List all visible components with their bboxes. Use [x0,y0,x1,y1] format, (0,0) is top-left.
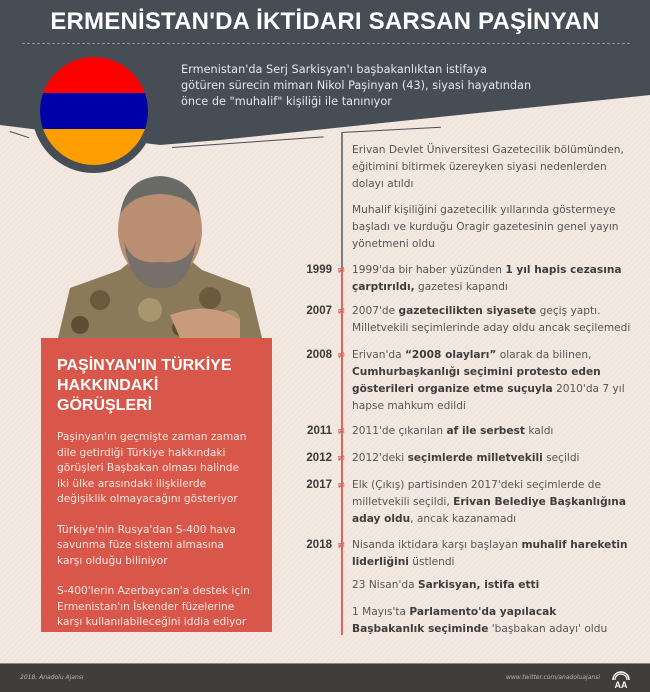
timeline-entry [352,450,632,467]
title-line: HAKKINDAKİ GÖRÜŞLERİ [57,377,159,414]
footer [0,663,650,692]
timeline-text: 23 Nisan'da [352,579,418,591]
portrait-photo [40,170,270,338]
turkey-views-box [41,338,272,632]
timeline-corner-line [341,127,441,133]
title-divider [22,43,630,44]
timeline-year: 2018 [306,539,332,551]
timeline-highlight: muhalif hareketin liderliğini [352,539,628,568]
page-title: ERMENİSTAN'DA İKTİDARI SARSAN PAŞİNYAN [50,8,600,35]
turkey-views-paragraph: Paşinyan'ın geçmişte zaman zaman dile getirdiği Türkiye hakkındaki görüşleri Başbakan olması halinde iki ülke arasındaki ilişkilerde değişiklik olmayacağını gösteriyor [57,431,247,505]
intro-text [181,62,541,110]
timeline-break-mark-icon: ≠ [337,453,346,464]
timeline-entry [352,262,632,296]
timeline-break-mark-icon: ≠ [337,306,346,317]
timeline-line [341,132,343,270]
timeline-year: 2007 [306,305,332,317]
intro-line: önce de "muhalif" kişiliği ile tanınıyor [181,95,392,108]
timeline-year: 1999 [306,264,332,276]
timeline-text: 1999'da bir haber yüzünden [352,264,506,276]
timeline-text: 2011'de çıkarılan [352,425,447,437]
timeline-year: 2012 [306,452,332,464]
aa-logo-icon [610,668,632,690]
timeline-text: üstlendi [408,556,455,568]
copyright: 2018, Anadolu Ajansı [20,674,84,681]
timeline-highlight: 1 yıl hapis cezasına çarptırıldı, [352,264,622,293]
timeline-entry [352,604,632,638]
timeline-break-mark-icon: ≠ [337,540,346,551]
turkey-views-paragraph: Türkiye'nin Rusya'dan S-400 hava savunma füze sistemi almasına karşı olduğu biliniyor [57,523,236,567]
timeline-text: gazetesi kapandı [414,281,508,293]
twitter-link[interactable]: www.twitter.com/anadoluajansi [506,674,600,681]
timeline-entry [352,347,632,415]
timeline-text: 2010'da 7 yıl hapse mahkum edildi [352,383,625,412]
timeline-text: 2012'deki [352,452,408,464]
timeline-highlight: Cumhurbaşkanlığı seçimini protesto eden gösterileri organize etme suçuyla [352,366,601,395]
timeline-entry [352,303,632,337]
timeline-break-mark-icon: ≠ [337,350,346,361]
timeline-entry [352,142,632,193]
decorative-line [10,131,29,138]
timeline-highlight: Parlamento'da yapılacak Başbakanlık seçiminde [352,606,557,635]
timeline-year: 2008 [306,349,332,361]
timeline-text: olarak da bilinen, [496,349,592,361]
timeline-highlight: “2008 olayları” [404,349,497,361]
timeline-text: Erivan Devlet Üniversitesi Gazetecilik bölümünden, eğitimini bitirmek üzereyken siyasi nedenlerden dolayı atıldı [352,144,624,190]
timeline-entry [352,477,632,528]
timeline-break-mark-icon: ≠ [337,265,346,276]
timeline-text: Erivan'da [352,349,405,361]
svg-text:AA: AA [614,680,628,690]
timeline-highlight: Erivan Belediye Başkanlığına aday oldu [352,496,626,525]
turkey-views-title [57,356,247,416]
timeline-year: 2017 [306,479,332,491]
timeline-text: 2007'de [352,305,399,317]
timeline-entry [352,537,632,571]
title-line: PAŞİNYAN'IN TÜRKİYE [57,357,232,374]
timeline-text: Elk (Çıkış) partisinden 2017'deki seçimlerde de milletvekili seçildi, [352,479,602,508]
timeline-entry [352,577,632,594]
timeline-year: 2011 [307,425,332,437]
armenia-flag-icon [40,57,148,165]
turkey-views-paragraph: S-400'lerin Azerbaycan'a destek için Ermenistan'ın İskender füzelerine karşı kullanılabileceğini iddia ediyor [57,585,250,628]
timeline-text: 1 Mayıs'ta [352,606,410,618]
timeline-highlight: af ile serbest [446,425,525,437]
timeline-text: Muhalif kişiliğini gazetecilik yıllarında göstermeye başladı ve kurduğu Oragir gazetesinin genel yayın yönetmeni oldu [352,204,619,250]
timeline-text: 'başbakan adayı' oldu [488,623,608,635]
timeline-highlight: gazetecilikten siyasete [398,305,537,317]
timeline-highlight: seçimlerde milletvekili [407,452,543,464]
intro-line: Ermenistan'da Serj Sarkisyan'ı başbakanlıktan istifaya [181,63,487,76]
timeline-break-mark-icon: ≠ [337,480,346,491]
intro-line: götüren sürecin mimarı Nikol Paşinyan (43), siyasi hayatından [181,79,532,92]
timeline-text: , ancak kazanamadı [410,513,517,525]
timeline-text: geçiş yaptı. Milletvekili seçimlerinde aday oldu ancak seçilemedi [352,305,631,334]
timeline-text: seçildi [542,452,580,464]
timeline-text: kaldı [524,425,554,437]
timeline-break-mark-icon: ≠ [337,426,346,437]
timeline-entry [352,423,632,440]
timeline-highlight: Sarkisyan, istifa etti [417,579,540,591]
timeline-entry [352,202,632,253]
timeline-text: Nisanda iktidara karşı başlayan [352,539,522,551]
